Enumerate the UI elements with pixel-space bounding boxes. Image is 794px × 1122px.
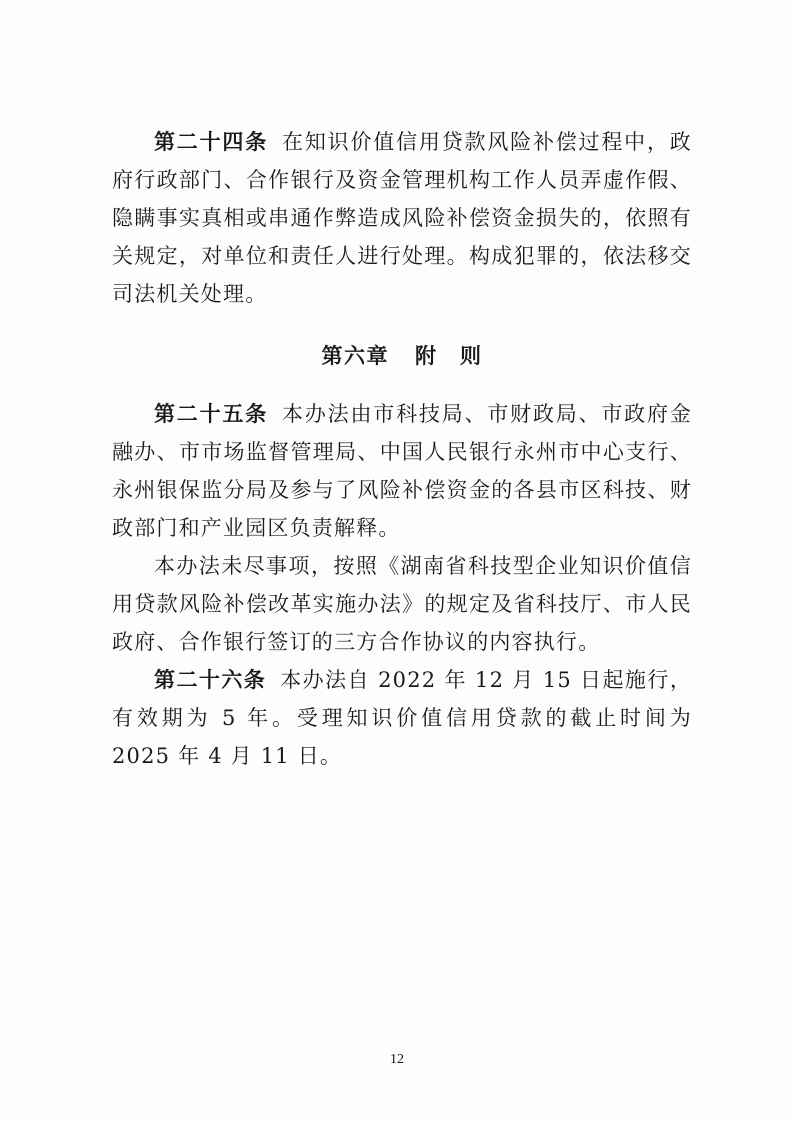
article-24-section [112,123,692,313]
article-24-label: 第二十四条 [154,129,269,154]
article-25-paragraph [112,395,692,547]
chapter-6-number: 第六章 [321,343,389,368]
article-24-text: 在知识价值信用贷款风险补偿过程中，政府行政部门、合作银行及资金管理机构工作人员弄虚作假、隐瞒事实真相或串通作弊造成风险补偿资金损失的，依照有关规定，对单位和责任人进行处理。构成犯罪的，依法移交司法机关处理。 [112,130,692,306]
supplement-paragraph [112,547,692,661]
page-number: 12 [390,1052,404,1067]
article-26-paragraph [112,661,692,775]
article-25-section [112,395,692,775]
article-24-paragraph [112,123,692,313]
article-25-label: 第二十五条 [154,401,269,426]
article-26-label: 第二十六条 [154,667,267,692]
chapter-6-title: 附 则 [415,343,483,368]
article-25-text: 本办法由市科技局、市财政局、市政府金融办、市市场监督管理局、中国人民银行永州市中心支行、永州银保监分局及参与了风险补偿资金的各县市区科技、财政部门和产业园区负责解释。 [112,402,692,540]
chapter-6-heading [112,340,692,370]
article-26-text: 本办法自 2022 年 12 月 15 日起施行，有效期为 5 年。受理知识价值信用贷款的截止时间为 2025 年 4 月 11 日。 [112,668,693,768]
supplement-text: 本办法未尽事项，按照《湖南省科技型企业知识价值信用贷款风险补偿改革实施办法》的规定及省科技厅、市人民政府、合作银行签订的三方合作协议的内容执行。 [112,554,692,654]
